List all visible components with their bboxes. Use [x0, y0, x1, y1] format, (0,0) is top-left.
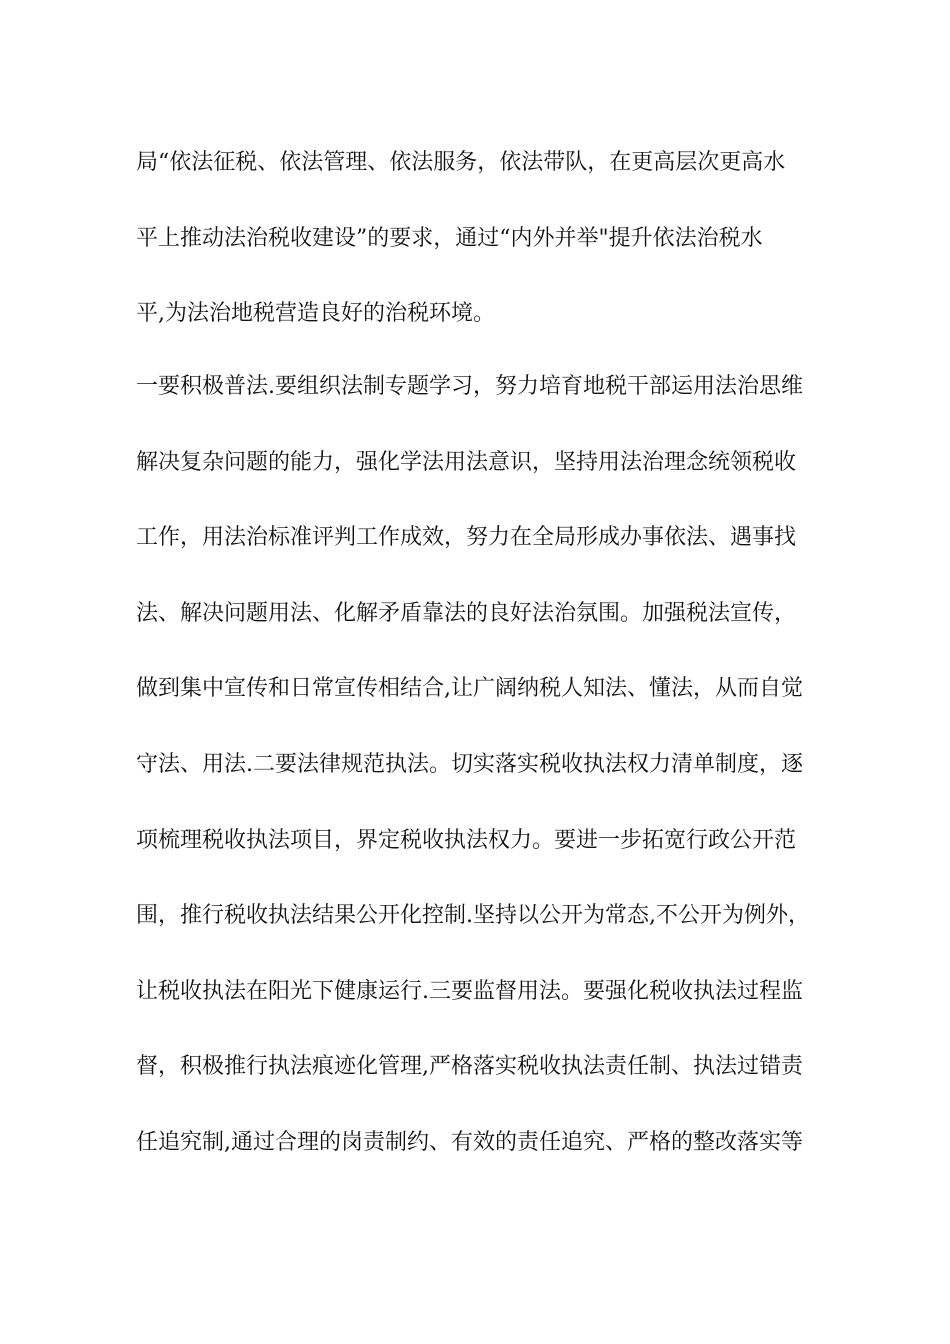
text-line: 平,为法治地税营造良好的治税环境。: [136, 301, 495, 327]
text-line: 一要积极普法.要组织法制专题学习，努力培育地税干部运用法治思维: [136, 374, 803, 399]
text-line: 解决复杂问题的能力，强化学法用法意识，坚持用法治理念统领税收: [136, 449, 797, 475]
text-line: 局“依法征税、依法管理、依法服务，依法带队，在更高层次更高水: [136, 150, 786, 175]
paragraph-2: [136, 372, 826, 1204]
text-line: 围，推行税收执法结果公开化控制.坚持以公开为常态,不公开为例外，: [136, 903, 810, 929]
text-line: 督，积极推行执法痕迹化管理,严格落实税收执法责任制、执法过错责: [136, 1054, 803, 1080]
text-line: 让税收执法在阳光下健康运行.三要监督用法。要强化税收执法过程监: [136, 978, 803, 1004]
text-line: 工作，用法治标准评判工作成效，努力在全局形成办事依法、遇事找: [136, 525, 797, 551]
text-line: 守法、用法.二要法律规范执法。切实落实税收执法权力清单制度，逐: [136, 751, 803, 777]
text-line: 做到集中宣传和日常宣传相结合,让广阔纳税人知法、懂法，从而自觉: [136, 676, 803, 702]
text-line: 项梳理税收执法项目，界定税收执法权力。要进一步拓宽行政公开范: [136, 827, 797, 853]
text-line: 法、解决问题用法、化解矛盾靠法的良好法治氛围。加强税法宣传，: [136, 600, 797, 626]
paragraph-1: [136, 148, 826, 375]
text-line: 任追究制,通过合理的岗责制约、有效的责任追究、严格的整改落实等: [136, 1129, 803, 1155]
text-line: 平上推动法治税收建设”的要求，通过“内外并举"提升依法治税水: [136, 225, 763, 251]
